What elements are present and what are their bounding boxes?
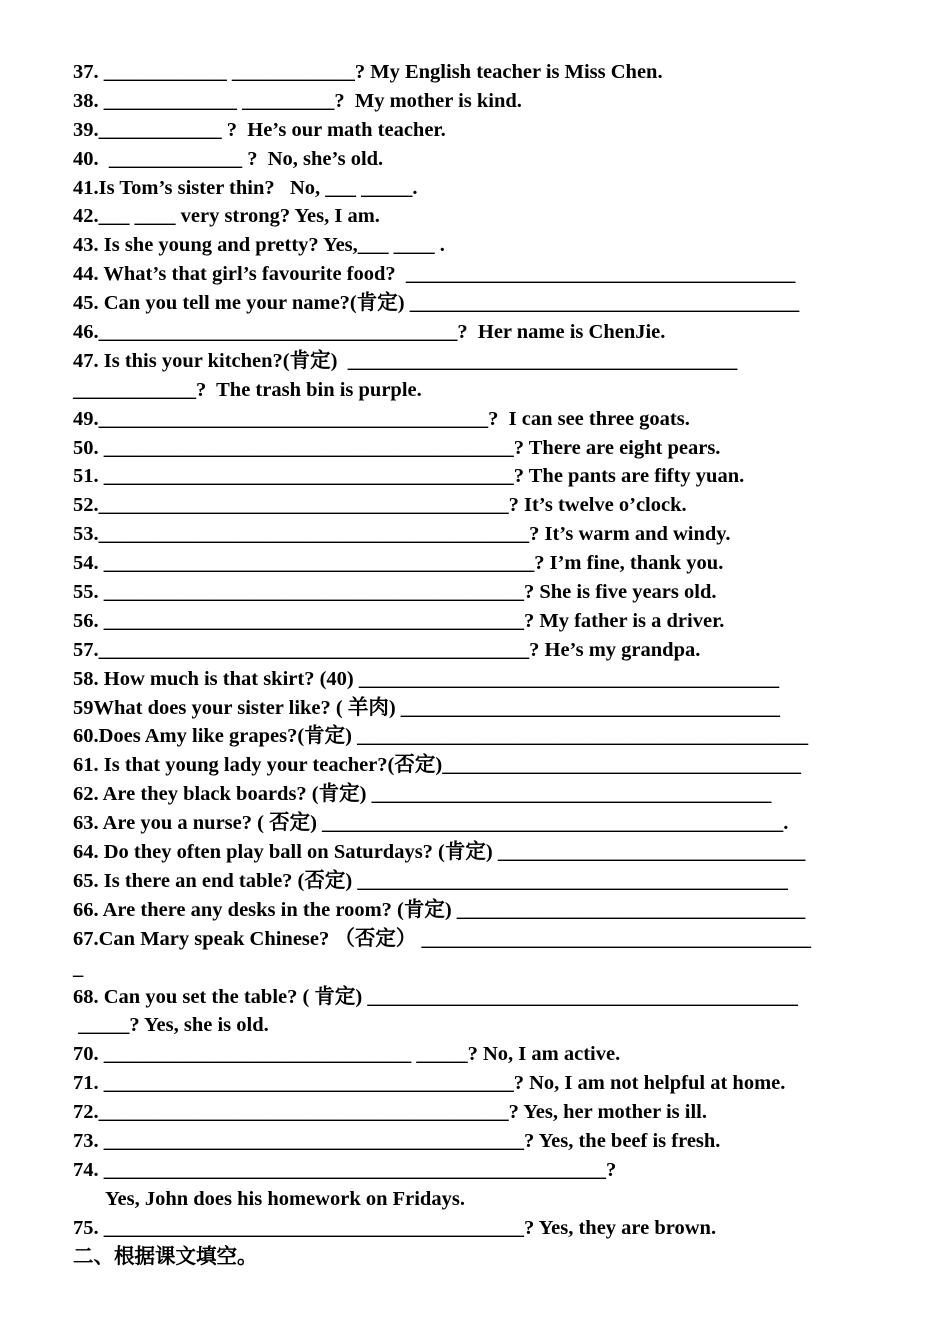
question-52: 52.________________________________________? It’s twelve o’clock. xyxy=(73,494,687,517)
question-74: 74. _________________________________________________? xyxy=(73,1158,617,1181)
question-51: 51. ________________________________________? The pants are fifty yuan. xyxy=(73,465,745,488)
question-67: 67.Can Mary speak Chinese? （否定） ______________________________________ xyxy=(73,927,812,950)
section-heading: 二、根据课文填空。 xyxy=(73,1245,258,1268)
question-64: 64. Do they often play ball on Saturdays? (肯定) ______________________________ xyxy=(73,841,806,864)
question-55: 55. _________________________________________? She is five years old. xyxy=(73,581,717,604)
question-53: 53.__________________________________________? It’s warm and windy. xyxy=(73,523,731,546)
question-73: 73. _________________________________________? Yes, the beef is fresh. xyxy=(73,1129,721,1152)
question-50: 50. ________________________________________? There are eight pears. xyxy=(73,436,721,459)
question-70: 70. ______________________________ _____? No, I am active. xyxy=(73,1043,621,1066)
question-57: 57.__________________________________________? He’s my grandpa. xyxy=(73,638,701,661)
question-75: 75. _________________________________________? Yes, they are brown. xyxy=(73,1216,717,1239)
question-54: 54. __________________________________________? I’m fine, thank you. xyxy=(73,552,724,575)
question-72: 72.________________________________________? Yes, her mother is ill. xyxy=(73,1101,707,1124)
question-37: 37. ____________ ____________? My English teacher is Miss Chen. xyxy=(73,61,663,83)
question-42: 42.___ ____ very strong? Yes, I am. xyxy=(73,205,380,228)
question-58: 58. How much is that skirt? (40) _________________________________________ xyxy=(73,667,780,690)
worksheet-page xyxy=(73,58,893,1271)
question-41: 41.Is Tom’s sister thin? No, ___ _____. xyxy=(73,176,418,199)
question-43: 43. Is she young and pretty? Yes,___ ____ . xyxy=(73,234,445,257)
question-39: 39.____________ ? He’s our math teacher. xyxy=(73,118,446,141)
question-68: 68. Can you set the table? ( 肯定) __________________________________________ xyxy=(73,985,798,1008)
question-71: 71. ________________________________________? No, I am not helpful at home. xyxy=(73,1072,786,1095)
question-38: 38. _____________ _________? My mother is kind. xyxy=(73,89,522,112)
question-56: 56. _________________________________________? My father is a driver. xyxy=(73,609,725,632)
question-67-continuation: _ xyxy=(73,956,84,979)
question-49: 49.______________________________________? I can see three goats. xyxy=(73,407,690,430)
question-74-answer: Yes, John does his homework on Fridays. xyxy=(105,1187,465,1210)
question-60: 60.Does Amy like grapes?(肯定) ____________________________________________ xyxy=(73,725,809,748)
question-61: 61. Is that young lady your teacher?(否定)___________________________________ xyxy=(73,754,801,777)
question-65: 65. Is there an end table? (否定) __________________________________________ xyxy=(73,869,788,892)
question-48: ____________? The trash bin is purple. xyxy=(73,378,422,401)
question-46: 46.___________________________________? Her name is ChenJie. xyxy=(73,321,666,344)
question-66: 66. Are there any desks in the room? (肯定) __________________________________ xyxy=(73,898,806,921)
question-69: _____? Yes, she is old. xyxy=(73,1014,269,1037)
question-63: 63. Are you a nurse? ( 否定) _____________________________________________. xyxy=(73,812,789,835)
question-47: 47. Is this your kitchen?(肯定) ______________________________________ xyxy=(73,349,738,372)
question-62: 62. Are they black boards? (肯定) _______________________________________ xyxy=(73,783,772,806)
question-59: 59What does your sister like? ( 羊肉) _____________________________________ xyxy=(73,696,781,719)
question-44: 44. What’s that girl’s favourite food? ______________________________________ xyxy=(73,263,796,286)
question-40: 40. _____________ ? No, she’s old. xyxy=(73,147,384,170)
question-45: 45. Can you tell me your name?(肯定) ______________________________________ xyxy=(73,292,800,315)
